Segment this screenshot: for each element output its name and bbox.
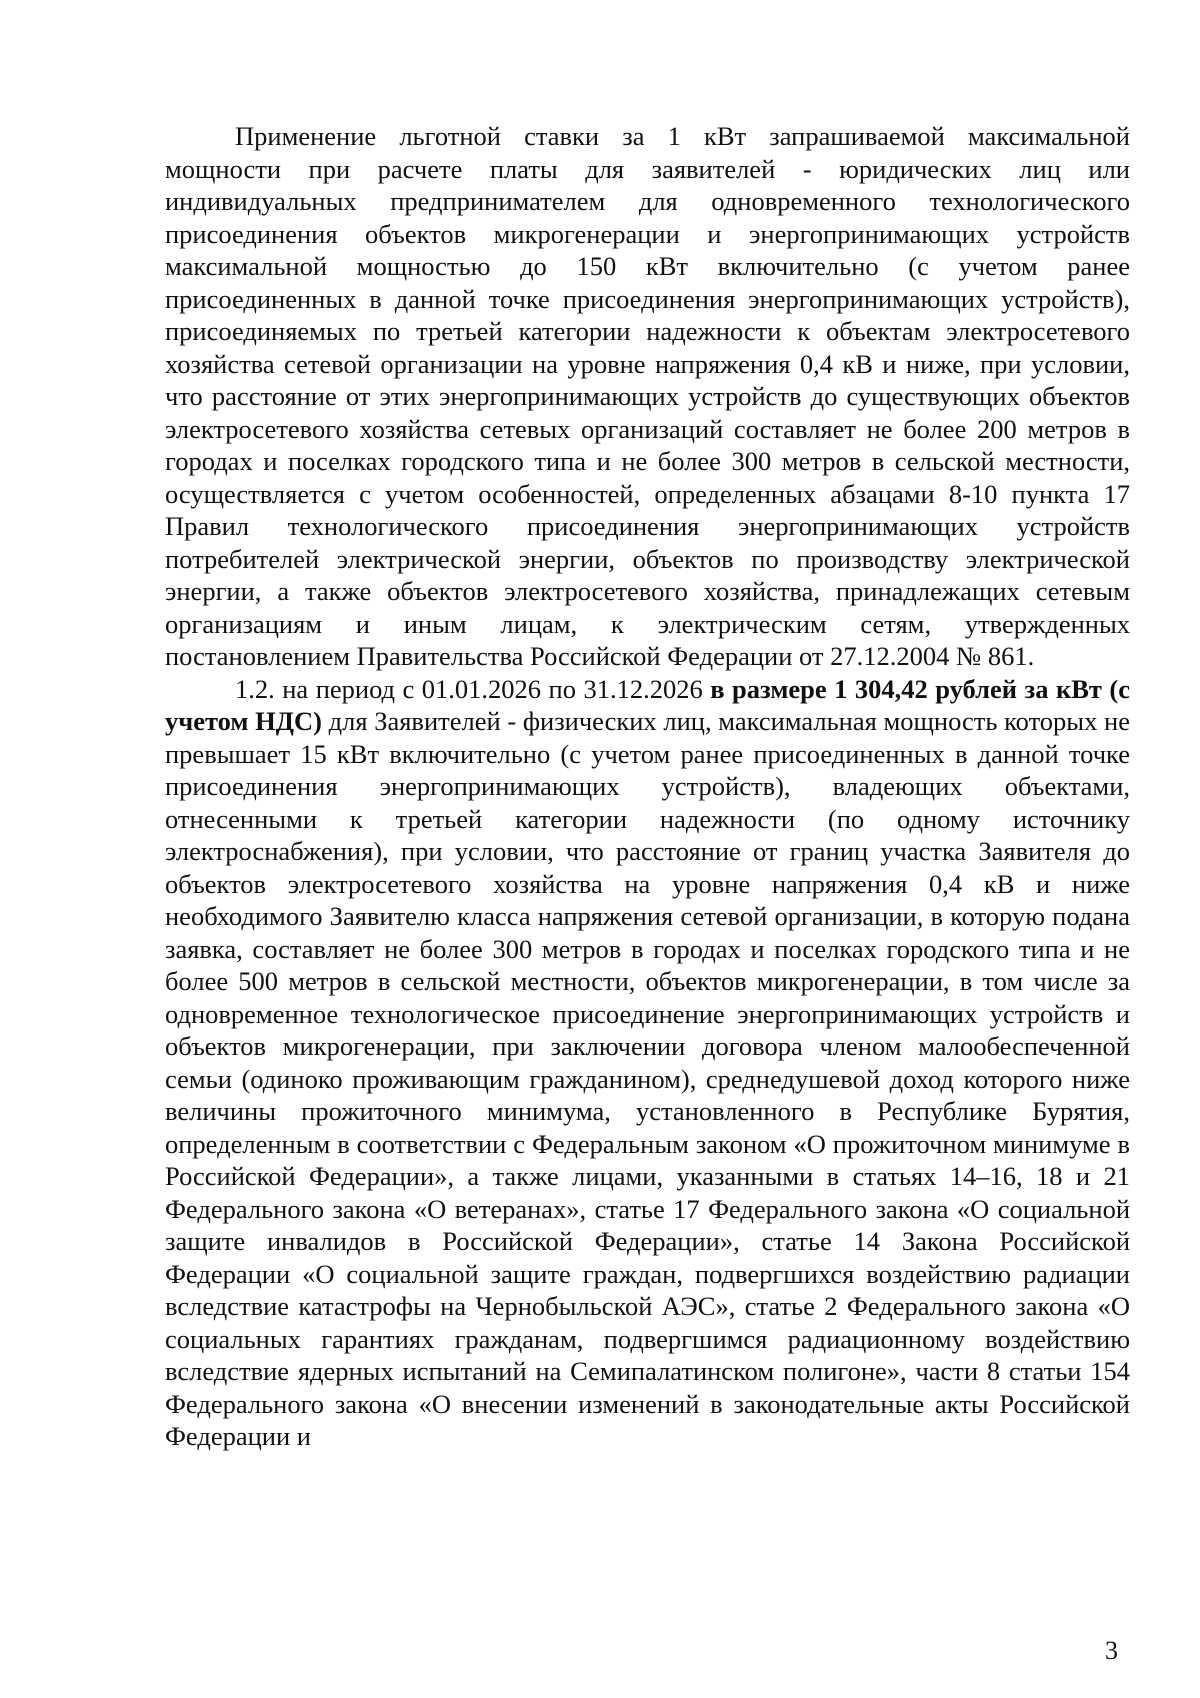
paragraph-preferential-rate: Применение льготной ставки за 1 кВт запрашиваемой максимальной мощности при расчете платы для заявителей - юридических лиц или индивидуальных предпринимателем для одновременного технологического присоединения объектов микрогенерации и энергопринимающих устройств максимальной мощностью до 150 кВт включительно (с учетом ранее присоединенных в данной точке присоединения энергопринимающих устройств), присоединяемых по третьей категории надежности к объектам электросетевого хозяйства сетевой организации на уровне напряжения 0,4 кВ и ниже, при условии, что расстояние от этих энергопринимающих устройств до существующих объектов электросетевого хозяйства сетевых организаций составляет не более 200 метров в городах и поселках городского типа и не более 300 метров в сельской местности, осуществляется с учетом особенностей, определенных абзацами 8-10 пункта 17 Правил технологического присоединения энергопринимающих устройств потребителей электрической энергии, объектов по производству электрической энергии, а также объектов электросетевого хозяйства, принадлежащих сетевым организациям и иным лицам, к электрическим сетям, утвержденных постановлением Правительства Российской Федерации от 27.12.2004 № 861. xyxy=(165,121,1130,671)
paragraph-1-2-prefix: 1.2. на период с 01.01.2026 по 31.12.2026 xyxy=(235,673,711,704)
paragraph-1-2-individuals xyxy=(165,673,1130,1453)
paragraph-1-2-body: для Заявителей - физических лиц, максимальная мощность которых не превышает 15 кВт включительно (с учетом ранее присоединенных в данной точке присоединения энергопринимающих устройств), владеющих объектами, отнесенными к третьей категории надежности (по одному источнику электроснабжения), при условии, что расстояние от границ участка Заявителя до объектов электросетевого хозяйства на уровне напряжения 0,4 кВ и ниже необходимого Заявителю класса напряжения сетевой организации, в которую подана заявка, составляет не более 300 метров в городах и поселках городского типа и не более 500 метров в сельской местности, объектов микрогенерации, в том числе за одновременное технологическое присоединение энергопринимающих устройств и объектов микрогенерации, при заключении договора членом малообеспеченной семьи (одиноко проживающим гражданином), среднедушевой доход которого ниже величины прожиточного минимума, установленного в Республике Бурятия, определенным в соответствии с Федеральным законом «О прожиточном минимуме в Российской Федерации», а также лицами, указанными в статьях 14–16, 18 и 21 Федерального закона «О ветеранах», статье 17 Федерального закона «О социальной защите инвалидов в Российской Федерации», статье 14 Закона Российской Федерации «О социальной защите граждан, подвергшихся воздействию радиации вследствие катастрофы на Чернобыльской АЭС», статье 2 Федерального закона «О социальных гарантиях гражданам, подвергшимся радиационному воздействию вследствие ядерных испытаний на Семипалатинском полигоне», части 8 статьи 154 Федерального закона «О внесении изменений в законодательные акты Российской Федерации и xyxy=(165,706,1130,1451)
page-number: 3 xyxy=(1105,1636,1118,1665)
paragraph-1-2-rate-bold: в размере 1 304,42 рублей за кВт (с учетом НДС) xyxy=(165,673,1130,736)
document-body xyxy=(165,120,1130,1453)
